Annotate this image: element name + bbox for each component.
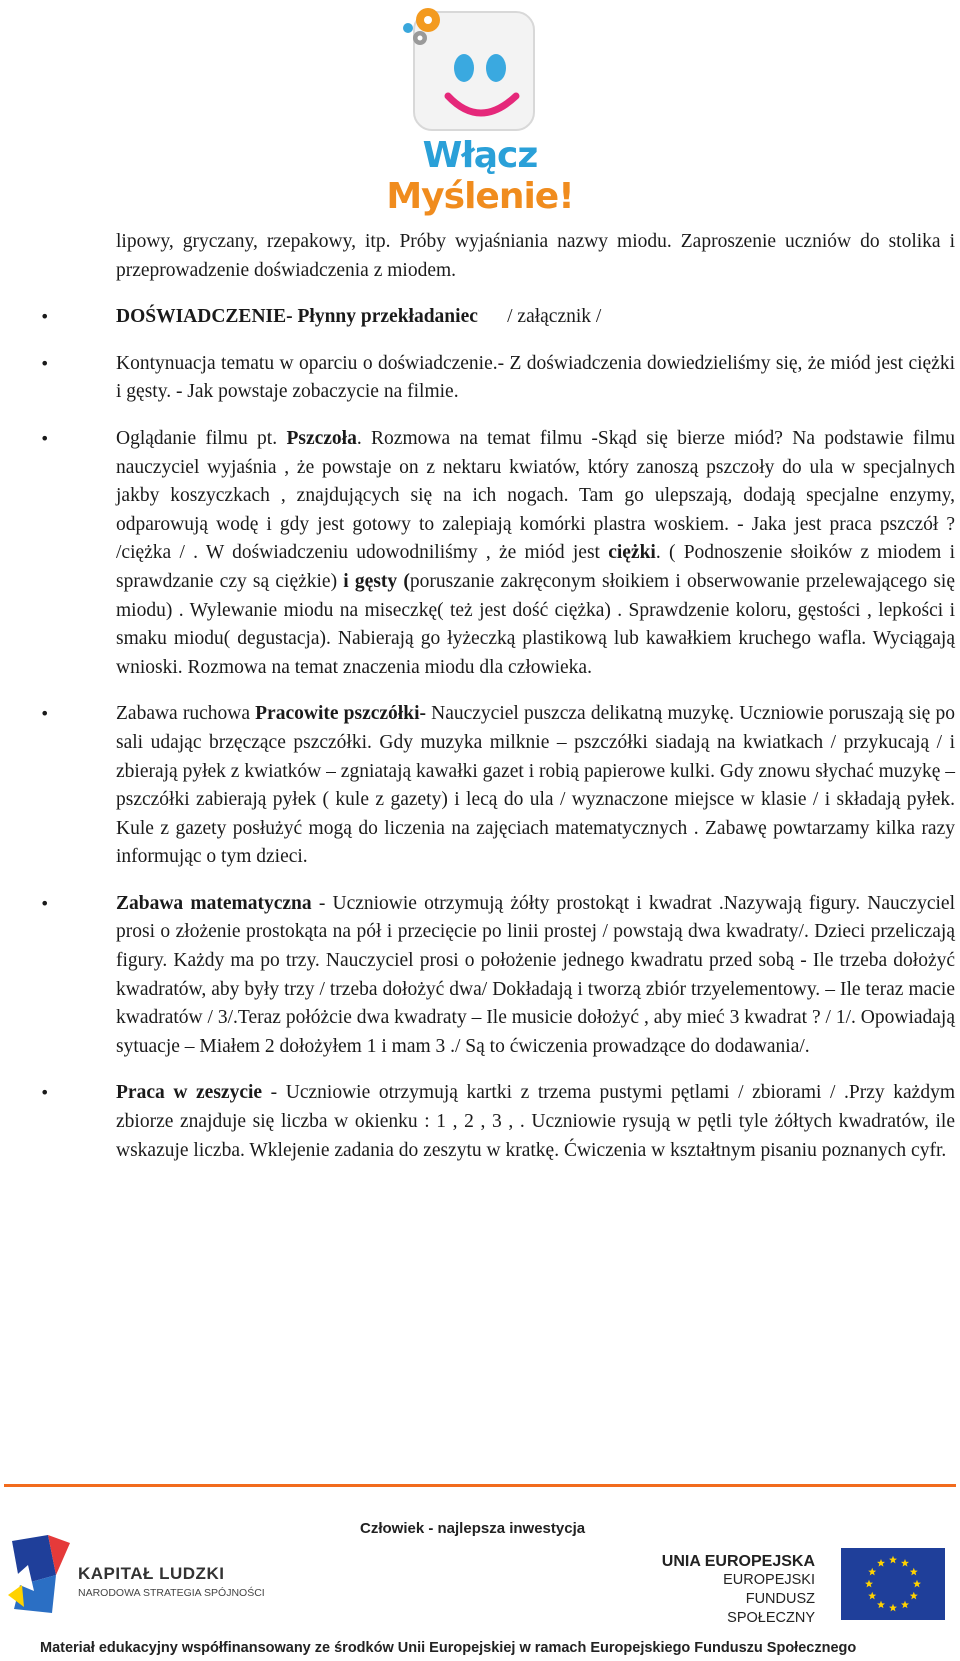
bullet-icon [40, 700, 50, 729]
list-item: • Zabawa matematyczna - Uczniowie otrzymują żółty prostokąt i kwadrat .Nazywają figury. Nauczyciel prosi o złożenie prostokąta na pół i przecięcie po linii prostej / powstają dwa kwadraty/. Dzieci przeliczają figury. Każdy ma po trzy. Nauczyciel prosi o położenie jednego kwadratu przed sobą - Ile trzeba dołożyć kwadratów, aby były trzy / trzeba dołożyć dwa/ Dokładają i tworzą zbiór trzyelementowy. – Ile teraz macie kwadratów / 3/.Teraz połóżcie dwa kwadraty – Ile musicie dołożyć , aby mieć 3 kwadrat ? / 1/. Opowiadają sytuacje – Miałem 2 dołożyłem 1 i mam 3 ./ Są to ćwiczenia prowadzące do dodawania/. [40, 890, 955, 1062]
bullet-icon [40, 350, 50, 379]
kapital-ludzki-logo [8, 1535, 288, 1625]
bullet-icon [40, 425, 50, 454]
kapital-ludzki-title: KAPITAŁ LUDZKI [78, 1564, 225, 1583]
eu-text: UNIA EUROPEJSKA EUROPEJSKI FUNDUSZ SPOŁECZNY [661, 1553, 815, 1626]
list-item: • Kontynuacja tematu w oparciu o doświadczenie.- Z doświadczenia dowiedzieliśmy się, że miód jest ciężki i gęsty. - Jak powstaje zobaczycie na filmie. [40, 350, 955, 407]
bullet-icon [40, 303, 50, 332]
funding-note: Materiał edukacyjny współfinansowany ze środków Unii Europejskiej w ramach Europejskiego Funduszu Społecznego [40, 1640, 857, 1656]
bullet-icon [40, 1079, 50, 1108]
list-item: • DOŚWIADCZENIE- Płynny przekładaniec / załącznik / [40, 303, 955, 332]
kapital-ludzki-emblem-icon [8, 1535, 70, 1615]
wlacz-myslenie-logo [350, 0, 610, 217]
eu-flag-icon [841, 1548, 945, 1620]
list-item: • Praca w zeszycie - Uczniowie otrzymują kartki z trzema pustymi pętlami / zbiorami / .Przy każdym zbiorze znajduje się liczba w okienku : 1 , 2 , 3 , . Uczniowie rysują w pętli tyle żółtych kwadratów, ile wskazuje liczba. Wklejenie zadania do zeszytu w kratkę. Ćwiczenia w kształtnym pisaniu poznanych cyfr. [40, 1079, 955, 1165]
eu-logo [655, 1548, 955, 1638]
logo-word-myslenie: Myślenie! [386, 176, 574, 217]
logo-word-wlacz: Włącz [422, 135, 538, 176]
list-item: • Oglądanie filmu pt. Pszczoła. Rozmowa na temat filmu -Skąd się bierze miód? Na podstawie filmu nauczyciel wyjaśnia , że powstaje on z nektaru kwiatów, który zanoszą pszczoły do ula w specjalnych jakby koszyczkach , znajdujących się na ich nogach. Tam go ulepszają, dodają specjalne enzymy, odparowują wodę i gdy jest gotowy to zalepiają komórki plastra woskiem. - Jaka jest praca pszczół ? /ciężka / . W doświadczeniu udowodniliśmy , że miód jest ciężki. ( Podnoszenie słoików z miodem i sprawdzanie czy są ciężkie) i gęsty (poruszanie zakręconym słoikiem i obserwowanie przelewającego się miodu) . Wylewanie miodu na miseczkę( też jest dość ciężka) . Sprawdzenie koloru, gęstości , lepkości i smaku miodu( degustacja). Nabierają go łyżeczką plastikową lub kawałkiem kruchego wafla. Wyciągają wnioski. Rozmowa na temat znaczenia miodu dla człowieka. [40, 425, 955, 682]
kapital-ludzki-subtitle: NARODOWA STRATEGIA SPÓJNOŚCI [78, 1587, 265, 1599]
lesson-content [40, 228, 955, 1183]
experiment-title: DOŚWIADCZENIE- Płynny przekładaniec [116, 306, 478, 328]
smiley-card-icon [350, 0, 610, 140]
bullet-icon [40, 890, 50, 919]
logo-wordmark [350, 135, 610, 217]
intro-paragraph: lipowy, gryczany, rzepakowy, itp. Próby wyjaśniania nazwy miodu. Zaproszenie uczniów do stolika i przeprowadzenie doświadczenia z miodem. [116, 231, 955, 281]
footer-slogan: Człowiek - najlepsza inwestycja [360, 1520, 586, 1537]
list-item: • Zabawa ruchowa Pracowite pszczółki- Nauczyciel puszcza delikatną muzykę. Uczniowie poruszają się po sali udając brzęczące pszczółki. Gdy muzyka milknie – pszczółki siadają na kwiatkach / przykucają / i zbierają pyłek z kwiatków – zgniatają kawałki gazet i robią papierowe kulki. Gdy znowu słychać muzykę – pszczółki zabierają pyłek ( kule z gazety) i lecą do ula / wyznaczone miejsce w klasie / i składają pyłek. Kule z gazety posłużyć mogą do liczenia na zajęciach matematycznych . Zabawę powtarzamy kilka razy informując o tym dzieci. [40, 700, 955, 872]
footer-divider [4, 1484, 956, 1487]
